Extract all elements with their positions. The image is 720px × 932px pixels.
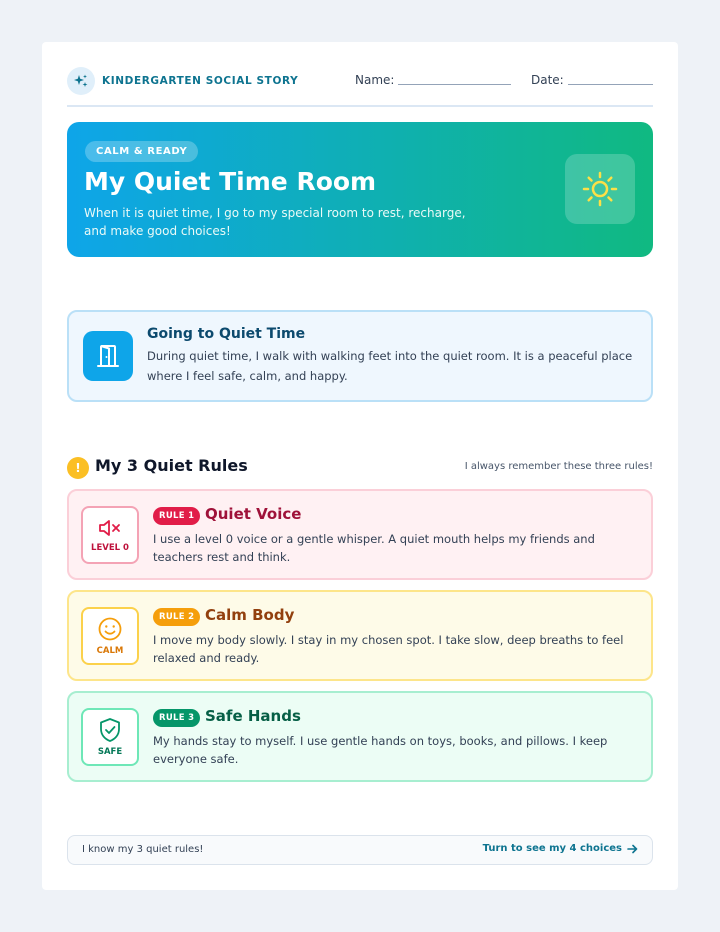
rules-note: I always remember these three rules! <box>464 461 653 472</box>
rule-title: Safe Hands <box>205 707 301 725</box>
rule-card-quiet-voice <box>67 489 653 580</box>
arrow-right-icon <box>627 844 638 854</box>
rules-title: My 3 Quiet Rules <box>95 456 248 475</box>
rule-tag: RULE 3 <box>153 709 200 727</box>
worksheet-page <box>42 42 678 890</box>
name-field[interactable] <box>398 84 511 85</box>
mute-speaker-icon <box>97 517 123 539</box>
badge-label: SAFE <box>97 747 123 757</box>
rule-tag: RULE 2 <box>153 608 200 626</box>
rule-text: I use a level 0 voice or a gentle whisper. A quiet mouth helps my friends and teachers rest and think. <box>153 532 595 564</box>
alert-icon: ! <box>67 457 89 479</box>
badge-label: CALM <box>96 646 124 656</box>
rule-card-calm-body <box>67 590 653 681</box>
rule-badge <box>81 708 139 766</box>
smile-icon <box>97 616 123 642</box>
rule-badge <box>81 607 139 665</box>
door-icon <box>83 331 133 381</box>
intro-card <box>67 310 653 402</box>
intro-text: During quiet time, I walk with walking feet into the quiet room. It is a peaceful place where I feel safe, calm, and happy. <box>147 349 633 383</box>
next-page-link[interactable] <box>483 843 638 854</box>
rule-badge <box>81 506 139 564</box>
hero-banner <box>67 122 653 257</box>
rule-tag: RULE 1 <box>153 507 200 525</box>
worksheet-header <box>67 67 653 107</box>
sun-icon <box>565 154 635 224</box>
intro-title: Going to Quiet Time <box>147 326 306 342</box>
rule-card-safe-hands <box>67 691 653 782</box>
footer-statement: I know my 3 quiet rules! <box>82 844 204 855</box>
rule-title: Quiet Voice <box>205 505 302 523</box>
page-title: My Quiet Time Room <box>84 167 377 196</box>
name-label: Name: <box>355 73 395 87</box>
rule-text: My hands stay to myself. I use gentle hands on toys, books, and pillows. I keep everyone safe. <box>153 734 608 766</box>
badge-label: LEVEL 0 <box>91 543 129 553</box>
footer-bar <box>67 835 653 865</box>
brand-title: KINDERGARTEN SOCIAL STORY <box>102 75 299 87</box>
next-page-label: Turn to see my 4 choices <box>482 843 622 854</box>
shield-check-icon <box>98 717 122 743</box>
hero-pill: CALM & READY <box>85 141 198 162</box>
rule-title: Calm Body <box>205 606 295 624</box>
date-label: Date: <box>531 73 564 87</box>
rule-text: I move my body slowly. I stay in my chosen spot. I take slow, deep breaths to feel relaxed and ready. <box>153 633 624 665</box>
date-field[interactable] <box>568 84 653 85</box>
hero-description: When it is quiet time, I go to my special room to rest, recharge, and make good choices! <box>84 206 466 238</box>
sparkles-icon <box>67 67 95 95</box>
